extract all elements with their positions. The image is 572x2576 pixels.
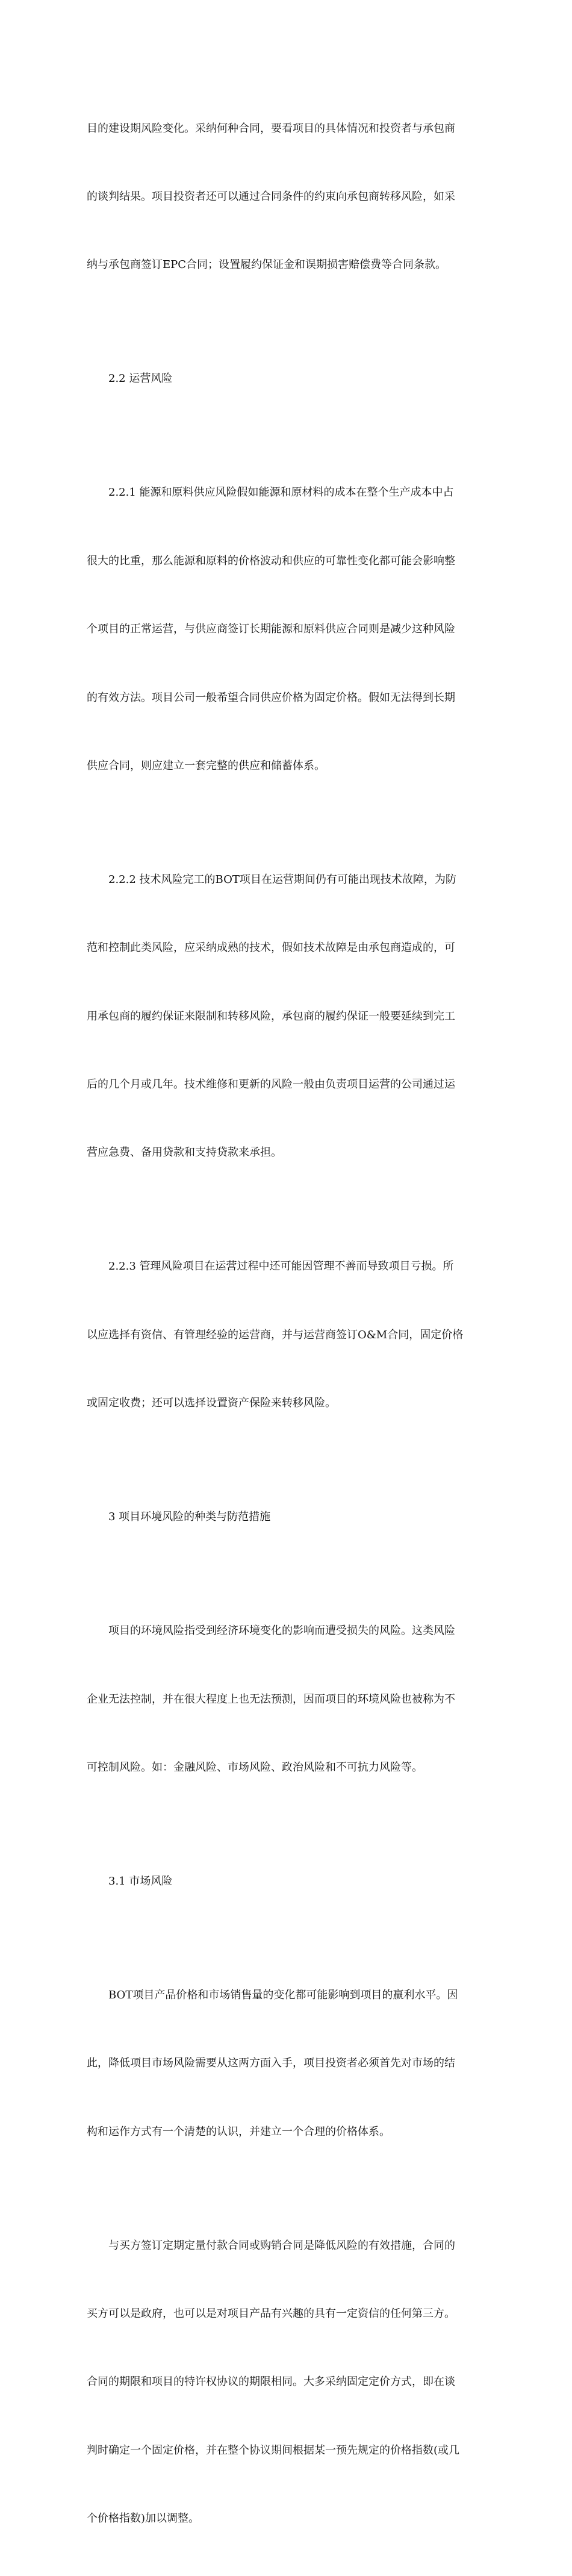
- text-line: 判时确定一个固定价格，并在整个协议期间根据某一预先规定的价格指数(或几: [87, 2443, 460, 2457]
- text-line: 2.2.3 管理风险项目在运营过程中还可能因管理不善而导致项目亏损。所: [108, 1260, 454, 1273]
- section-heading: 3 项目环境风险的种类与防范措施: [108, 1511, 271, 1524]
- text-line: 后的几个月或几年。技术维修和更新的风险一般由负责项目运营的公司通过运: [87, 1078, 455, 1091]
- text-line: 的有效方法。项目公司一般希望合同供应价格为固定价格。假如无法得到长期: [87, 691, 455, 704]
- heading-3-1: [87, 1824, 490, 1938]
- text-line: 可控制风险。如：金融风险、市场风险、政治风险和不可抗力风险等。: [87, 1760, 423, 1774]
- text-line: 此，降低项目市场风险需要从这两方面入手，项目投资者必须首先对市场的结: [87, 2057, 455, 2070]
- text-line: 合同的期限和项目的特许权协议的期限相同。大多采纳固定定价方式，即在谈: [87, 2375, 455, 2389]
- paragraph-2-2-1: [87, 436, 490, 823]
- paragraph-market-risk: [87, 1938, 490, 2189]
- section-heading: 2.2 运营风险: [108, 372, 173, 385]
- text-line: 用承包商的履约保证来限制和转移风险，承包商的履约保证一般要延续到完工: [87, 1009, 455, 1023]
- heading-3: [87, 1461, 490, 1574]
- text-line: 个项目的正常运营，与供应商签订长期能源和原料供应合同则是减少这种风险: [87, 623, 455, 636]
- text-line: 目的建设期风险变化。采纳何种合同，要看项目的具体情况和投资者与承包商: [87, 122, 455, 135]
- text-line: 企业无法控制，并在很大程度上也无法预测，因而项目的环境风险也被称为不: [87, 1692, 455, 1706]
- document-body: [87, 72, 490, 2576]
- text-line: 或固定收费；还可以选择设置资产保险来转移风险。: [87, 1397, 336, 1410]
- text-line: 2.2.1 能源和原料供应风险假如能源和原材料的成本在整个生产成本中占: [108, 486, 454, 499]
- text-line: 营应急费、备用贷款和支持贷款来承担。: [87, 1146, 282, 1159]
- text-line: 以应选择有资信、有管理经验的运营商，并与运营商签订O&M合同，固定价格: [87, 1328, 464, 1341]
- text-line: 买方可以是政府，也可以是对项目产品有兴趣的具有一定资信的任何第三方。: [87, 2307, 455, 2321]
- paragraph-construction-risk: [87, 72, 490, 322]
- text-line: 的谈判结果。项目投资者还可以通过合同条件的约束向承包商转移风险，如采: [87, 190, 455, 203]
- heading-2-2: [87, 322, 490, 436]
- paragraph-contract-measures: [87, 2189, 490, 2576]
- text-line: 供应合同，则应建立一套完整的供应和储蓄体系。: [87, 759, 325, 772]
- text-line: BOT项目产品价格和市场销售量的变化都可能影响到项目的赢利水平。因: [108, 1988, 458, 2001]
- section-heading: 3.1 市场风险: [108, 1874, 173, 1888]
- text-line: 很大的比重，那么能源和原料的价格波动和供应的可靠性变化都可能会影响整: [87, 554, 455, 567]
- text-line: 范和控制此类风险，应采纳成熟的技术，假如技术故障是由承包商造成的，可: [87, 941, 455, 955]
- text-line: 纳与承包商签订EPC合同；设置履约保证金和误期损害赔偿费等合同条款。: [87, 258, 447, 272]
- text-line: 构和运作方式有一个清楚的认识，并建立一个合理的价格体系。: [87, 2125, 390, 2138]
- paragraph-2-2-3: [87, 1210, 490, 1461]
- text-line: 个价格指数)加以调整。: [87, 2512, 200, 2525]
- text-line: 项目的环境风险指受到经济环境变化的影响而遭受损失的风险。这类风险: [108, 1624, 455, 1638]
- paragraph-environment-risk: [87, 1574, 490, 1825]
- text-line: 2.2.2 技术风险完工的BOT项目在运营期间仍有可能出现技术故障，为防: [108, 873, 456, 886]
- paragraph-2-2-2: [87, 823, 490, 1210]
- text-line: 与买方签订定期定量付款合同或购销合同是降低风险的有效措施，合同的: [108, 2239, 455, 2252]
